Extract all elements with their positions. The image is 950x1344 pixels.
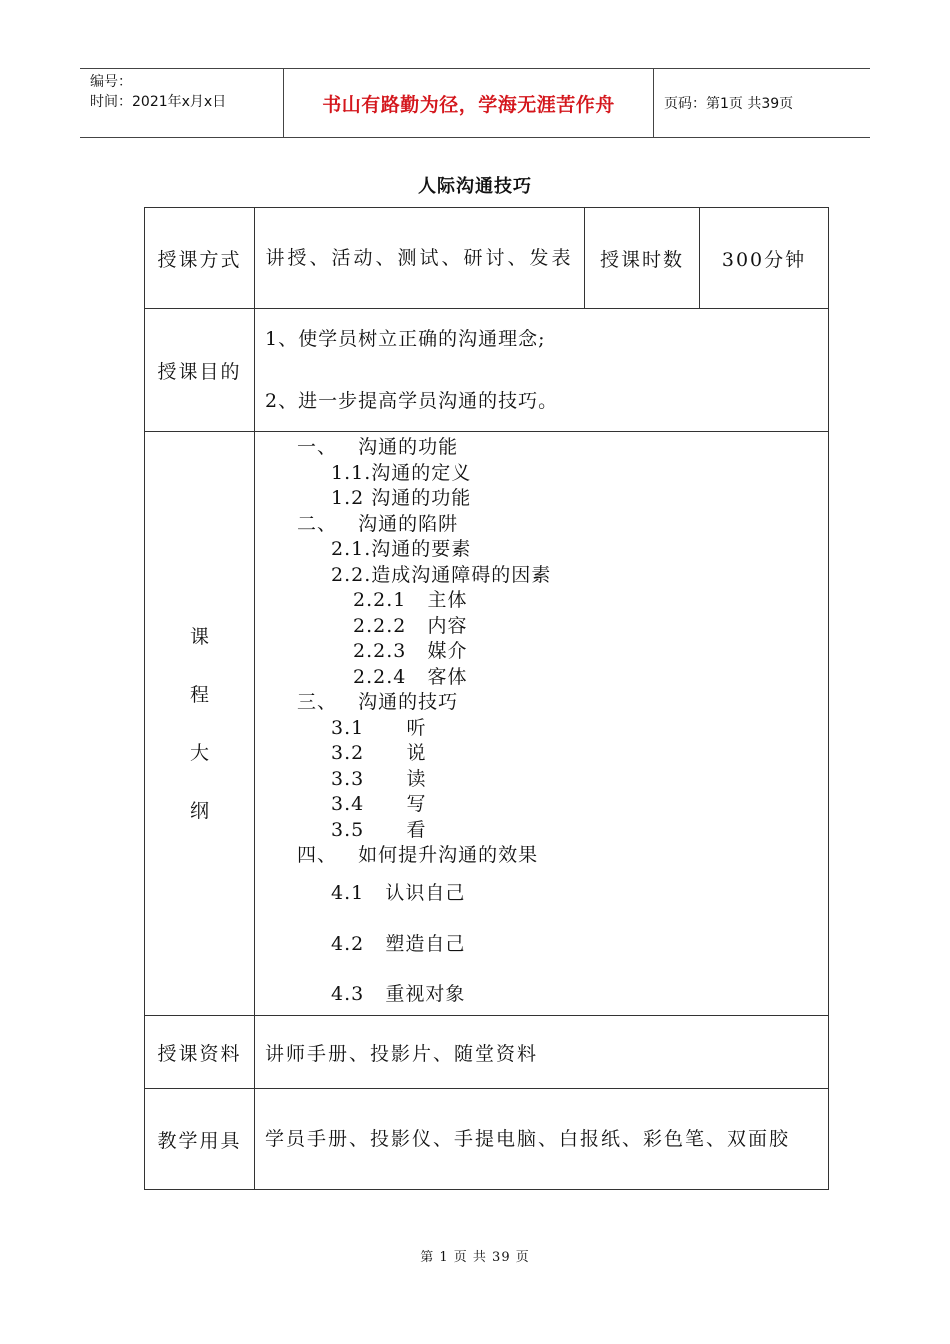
goal-cell [255, 309, 829, 432]
method-label: 授课方式 [145, 208, 255, 309]
outline-item: 4.1 认识自己 [331, 882, 466, 904]
outline-label-char: 大 [189, 741, 209, 764]
hours-value: 300分钟 [700, 208, 829, 309]
page-footer: 第 1 页 共 39 页 [420, 1250, 530, 1265]
header-page-info: 页码：第1页 共39页 [664, 96, 794, 112]
goal-label: 授课目的 [145, 309, 255, 432]
outline-label-char: 程 [189, 683, 209, 706]
course-table [144, 207, 829, 1190]
outline-subitem: 2.2.1 主体 [353, 589, 468, 611]
document-header [80, 68, 870, 138]
outline-item: 3.1 听 [331, 717, 427, 739]
outline-heading: 二、 沟通的陷阱 [297, 513, 459, 535]
method-value-cell [255, 208, 585, 309]
goal-item: 1、使学员树立正确的沟通理念; [265, 328, 546, 350]
method-row [145, 208, 829, 309]
outline-item: 2.1.沟通的要素 [331, 538, 472, 560]
outline-heading: 一、 沟通的功能 [297, 436, 459, 458]
outline-row [145, 432, 829, 1016]
outline-item: 3.4 写 [331, 793, 427, 815]
outline-item: 4.3 重视对象 [331, 983, 466, 1005]
code-label: 编号： [90, 74, 132, 90]
header-meta [80, 69, 283, 137]
outline-item: 2.2.造成沟通障碍的因素 [331, 564, 552, 586]
outline-label [145, 432, 255, 1016]
outline-heading: 三、 沟通的技巧 [297, 691, 459, 713]
outline-label-char: 纲 [189, 799, 209, 822]
time-label: 时间：2021年x月x日 [90, 94, 227, 110]
material-label: 授课资料 [145, 1016, 255, 1089]
outline-item: 1.1.沟通的定义 [331, 462, 472, 484]
outline-cell [255, 432, 829, 1016]
goal-row [145, 309, 829, 432]
method-value: 讲授、活动、测试、研讨、发表 [265, 247, 574, 269]
outline-item: 3.2 说 [331, 742, 427, 764]
outline-subitem: 2.2.2 内容 [353, 615, 468, 637]
tools-label: 教学用具 [145, 1089, 255, 1190]
outline-label-char: 课 [189, 625, 209, 648]
goal-item: 2、进一步提高学员沟通的技巧。 [265, 390, 559, 412]
tools-row [145, 1089, 829, 1190]
material-value: 讲师手册、投影片、随堂资料 [255, 1016, 829, 1089]
hours-label: 授课时数 [585, 208, 700, 309]
outline-subitem: 2.2.4 客体 [353, 666, 468, 688]
outline-subitem: 2.2.3 媒介 [353, 640, 468, 662]
material-row [145, 1016, 829, 1089]
outline-item: 3.5 看 [331, 819, 427, 841]
document-title: 人际沟通技巧 [418, 176, 532, 197]
tools-value: 学员手册、投影仪、手提电脑、白报纸、彩色笔、双面胶 [265, 1128, 791, 1150]
outline-item: 4.2 塑造自己 [331, 933, 466, 955]
outline-heading: 四、 如何提升沟通的效果 [297, 844, 539, 866]
outline-item: 1.2 沟通的功能 [331, 487, 472, 509]
header-slogan: 书山有路勤为径，学海无涯苦作舟 [283, 69, 654, 137]
tools-cell [255, 1089, 829, 1190]
outline-item: 3.3 读 [331, 768, 427, 790]
